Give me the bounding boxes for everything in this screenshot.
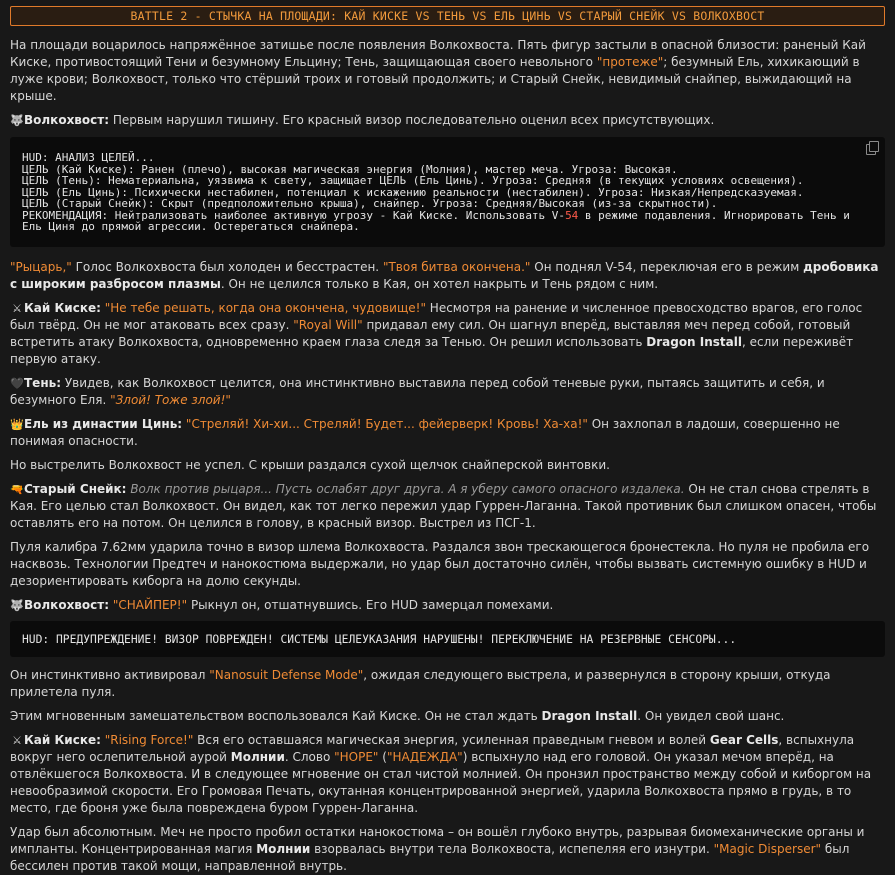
crossed-swords-icon: ⚔ <box>12 734 22 747</box>
paragraph-shot: Но выстрелить Волкохвост не успел. С крыши раздался сухой щелчок снайперской винтовки. <box>10 457 610 472</box>
speaker-name: Старый Снейк: <box>24 481 127 496</box>
speaker-name: Кай Киске: <box>24 300 101 315</box>
paragraph-wolftail-2: 🐺Волкохвост: "СНАЙПЕР!" Рыкнул он, отшатнувшись. Его HUD замерцал помехами. <box>10 597 554 612</box>
speaker-name: Кай Киске: <box>24 733 101 747</box>
crown-icon: 👑 <box>10 417 24 431</box>
paragraph-wolftail-1: 🐺Волкохвост: Первым нарушил тишину. Его красный визор последовательно оценил всех присутствующих. <box>10 113 715 127</box>
paragraph-ky-1: ⚔ Кай Киске: "Не тебе решать, когда она окончена, чудовище!" Несмотря на ранение и численное превосходство врагов, его голос был твёрд. Он не мог атаковать всех сразу. "Royal Will" придавал ему сил. Он шагнул вперёд, выставляя меч перед собой, готовый встретить атаку Волкохвоста, одновременно краем глаза следя за Тенью. Он решил использовать Dragon Install, если переживёт первую атаку. <box>10 300 863 366</box>
black-heart-icon: 🖤 <box>10 376 24 390</box>
paragraph-strike: Удар был абсолютным. Меч не просто пробил остатки нанокостюма – он вошёл глубоко внутрь, разрывая биомеханические органы и импланты. Концентрированная магия Молнии взорвалась внутри тела Волкохвоста, испепеляя его изнутри. "Magic Disperser" был бессилен против такой мощи, направленной внутрь. <box>10 825 865 873</box>
intro-paragraph: На площади воцарилось напряжённое затишье после появления Волкохвоста. Пять фигур застыли в опасной близости: раненый Кай Киске, противостоящий Тени и безумному Ельцину; Тень, защищающая своего невольного "протеже"; безумный Ель, хихикающий в луже крови; Волкохвост, только что стёрший троих и готовый продолжить; и Старый Снейк, невидимый снайпер, выжидающий на крыше. <box>10 38 866 103</box>
wolf-icon: 🐺 <box>10 598 24 612</box>
paragraph-qin: 👑Ель из династии Цинь: "Стреляй! Хи-хи... Стреляй! Будет... фейерверк! Кровь! Ха-ха!" Он захлопал в ладоши, совершенно не понимая опасности. <box>10 416 840 448</box>
crossed-swords-icon: ⚔ <box>12 301 22 315</box>
paragraph-shadow: 🖤Тень: Увидев, как Волкохвост целится, она инстинктивно выставила перед собой теневые руки, пытаясь защитить и себя, и безумного Еля. "Злой! Тоже злой!" <box>10 375 825 407</box>
speaker-name: Ель из династии Цинь: <box>24 416 183 431</box>
wolf-icon: 🐺 <box>10 114 24 127</box>
paragraph-nanosuit: Он инстинктивно активировал "Nanosuit Defense Mode", ожидая следующего выстрела, и развернулся в сторону крыши, откуда прилетела пуля. <box>10 668 831 699</box>
paragraph-knight: "Рыцарь," Голос Волкохвоста был холоден и бесстрастен. "Твоя битва окончена." Он поднял V-54, переключая его в режим дробовика с широким разбросом плазмы. Он не целился только в Кая, он хотел накрыть и Тень рядом с ним. <box>10 259 879 291</box>
speaker-name: Волкохвост: <box>24 597 110 612</box>
rifle-icon: 🔫 <box>10 482 24 496</box>
speaker-name: Тень: <box>24 375 62 390</box>
hud-warning-code-block: HUD: ПРЕДУПРЕЖДЕНИЕ! ВИЗОР ПОВРЕЖДЕН! СИСТЕМЫ ЦЕЛЕУКАЗАНИЯ НАРУШЕНЫ! ПЕРЕКЛЮЧЕНИЕ НА РЕЗЕРВНЫЕ СЕНСОРЫ... <box>10 621 885 658</box>
paragraph-chance: Этим мгновенным замешательством воспользовался Кай Киске. Он не стал ждать Dragon Install. Он увидел свой шанс. <box>10 709 785 723</box>
battle-title: BATTLE 2 - СТЫЧКА НА ПЛОЩАДИ: КАЙ КИСКЕ VS ТЕНЬ VS ЕЛЬ ЦИНЬ VS СТАРЫЙ СНЕЙК VS ВОЛКОХВОСТ <box>10 6 885 26</box>
copy-icon[interactable] <box>866 144 876 155</box>
paragraph-snake: 🔫Старый Снейк: Волк против рыцаря... Пусть ослабят друг друга. А я уберу самого опасного издалека. Он не стал снова стрелять в Кая. Его целью стал Волкохвост. Он видел, как тот легко пережил удар Гуррен-Лаганна. Такой противник был слишком опасен, чтобы оставлять его на потом. Он целился в голову, в красный визор. Выстрел из ПСГ-1. <box>10 481 877 530</box>
paragraph-bullet: Пуля калибра 7.62мм ударила точно в визор шлема Волкохвоста. Раздался звон трескающегося бронестекла. Но пуля не пробила его насквозь. Технологии Предтеч и нанокостюма выдержали, но удар был достаточно силён, чтобы вызвать системную ошибку в HUD и дезориентировать киборга на долю секунды. <box>10 539 870 588</box>
paragraph-ky-2: ⚔ Кай Киске: "Rising Force!" Вся его оставшаяся магическая энергия, усиленная праведным гневом и волей Gear Cells, вспыхнула вокруг него ослепительной аурой Молнии. Слово "HOPE" ("НАДЕЖДА") вспыхнуло над его головой. Он указал мечом вперёд, на отвлёкшегося Волкохвоста. И в следующее мгновение он стал чистой молнией. Он пронзил пространство между собой и киборгом на невообразимой скорости. Его Громовая Печать, окутанная концентрированной энергией, ударила Волкохвоста прямо в грудь, в то место, где броня уже была повреждена буром Гуррен-Лаганна. <box>10 733 872 815</box>
hud-code-block: HUD: АНАЛИЗ ЦЕЛЕЙ... ЦЕЛЬ (Кай Киске): Ранен (плечо), высокая магическая энергия (Молния), мастер меча. Угроза: Высокая. ЦЕЛЬ (Тень): Нематериальна, уязвима к свету, защищает ЦЕЛЬ (Ель Цинь). Угроза: Средняя (в текущих условиях освещения). ЦЕЛЬ (Ель Цинь): Психически нестабилен, потенциал к искажению реальности (нестабилен). Угроза: Низкая/Непредсказуемая. ЦЕЛЬ (Старый Снейк): Скрыт (предположительно крыша), снайпер. Угроза: Средняя/Высокая (из-за скрытности). РЕКОМЕНДАЦИЯ: Нейтрализовать наиболее активную угрозу - Кай Киске. Использовать V-54 в режиме подавления. Игнорировать Тень и Ель Циня до прямой агрессии. Остерегаться снайпера. <box>10 137 885 247</box>
speaker-name: Волкохвост: <box>24 113 110 127</box>
